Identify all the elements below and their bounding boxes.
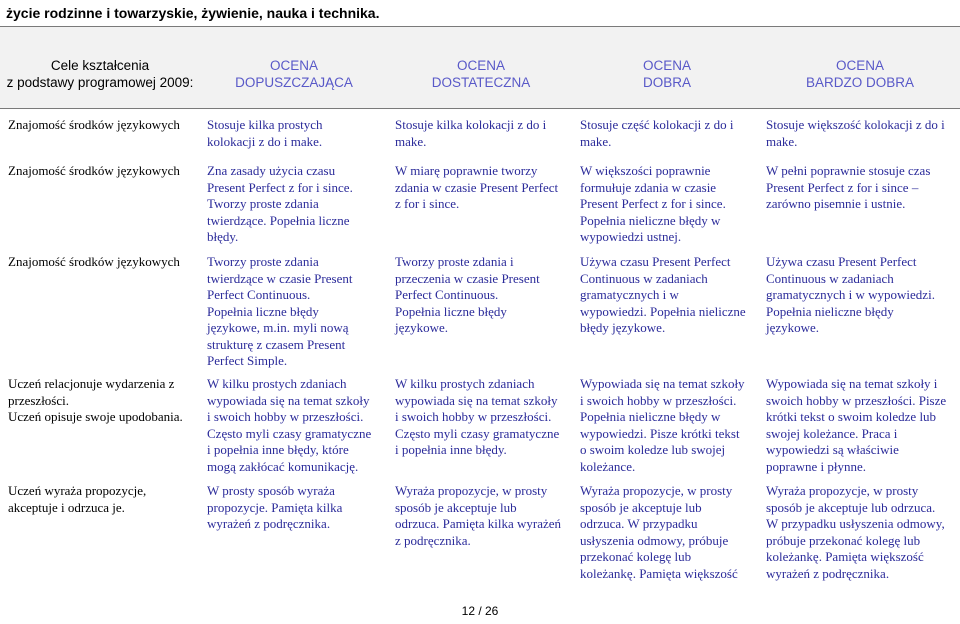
cell-line: odrzuca. W przypadku (580, 516, 698, 531)
cell-line: Perfect Continuous. (207, 287, 311, 302)
header-goals-line2: z podstawy programowej 2009: (6, 75, 194, 90)
cell-line: z for i since. (395, 196, 460, 211)
criteria-cell (766, 117, 956, 150)
cell-line: Perfect Continuous. (395, 287, 499, 302)
cell-line: Wypowiada się na temat szkoły (580, 376, 745, 391)
cell-line: Popełnia nieliczne błędy (766, 303, 894, 319)
cell-line: Wyraża propozycje, w prosty (766, 483, 919, 498)
header-goals (0, 57, 200, 91)
cell-line: wypowiedzi. Pisze krótki tekst (580, 425, 740, 441)
cell-line: kolokacji z do i make. (207, 133, 323, 149)
cell-line: Present Perfect z for i since. (207, 179, 353, 195)
goal-cell (8, 376, 196, 426)
cell-line: przeczenia w czasie Present (395, 270, 540, 286)
header-grade-label: OCENA (642, 58, 691, 73)
cell-line: Stosuje kilka kolokacji z do i (395, 117, 547, 132)
criteria-cell (207, 163, 379, 246)
cell-line: W większości poprawnie (580, 163, 711, 178)
cell-line: Często myli czasy gramatyczne (395, 425, 560, 441)
cell-line: Tworzy proste zdania i (395, 254, 514, 269)
cell-line: Znajomość środków językowych (8, 117, 180, 132)
cell-line: koleżankę. Pamięta większość (580, 565, 738, 581)
cell-line: Popełnia nieliczne błędy w (580, 212, 721, 228)
criteria-cell (580, 376, 750, 475)
cell-line: Perfect Simple. (207, 353, 288, 368)
goal-cell (8, 254, 196, 271)
cell-line: koleżance. (580, 458, 636, 474)
criteria-cell (395, 483, 565, 549)
cell-line: usłyszenia odmowy, próbuje (580, 532, 729, 548)
cell-line: Zna zasady użycia czasu (207, 163, 336, 178)
cell-line: sposób je akceptuje lub (580, 499, 702, 515)
section-banner: życie rodzinne i towarzyskie, żywienie, nauka i technika. (0, 0, 960, 27)
cell-line: strukturę z czasem Present (207, 336, 346, 352)
cell-line: Tworzy proste zdania (207, 196, 319, 211)
cell-line: Uczeń opisuje swoje upodobania. (8, 409, 183, 424)
cell-line: make. (395, 133, 427, 149)
cell-line: odrzuca. Pamięta kilka wyrażeń (395, 516, 562, 531)
cell-line: swoich hobby w przeszłości. Pisze (766, 392, 947, 408)
header-grade-label: OCENA (269, 58, 318, 73)
cell-line: swojej koleżance. Praca i (766, 425, 898, 441)
cell-line: Używa czasu Present Perfect (580, 254, 731, 269)
cell-line: zarówno pisemnie i ustnie. (766, 196, 906, 211)
cell-line: przekonać kolegę lub (580, 549, 692, 564)
table-header (0, 27, 960, 109)
criteria-cell (207, 483, 379, 533)
page-number: 12 / 26 (461, 604, 499, 618)
cell-line: błędy. (207, 229, 239, 244)
criteria-cell (395, 376, 565, 459)
cell-line: W pełni poprawnie stosuje czas (766, 163, 931, 178)
cell-line: Wyraża propozycje, w prosty (580, 483, 733, 498)
cell-line: wypowiedzi są właściwie (766, 442, 899, 457)
cell-line: twierdzące w czasie Present (207, 270, 353, 286)
cell-line: wyrażeń z podręcznika. (766, 565, 890, 581)
header-grade-label: OCENA (835, 58, 884, 73)
cell-line: twierdzące. Popełnia liczne (207, 212, 350, 228)
criteria-cell (395, 254, 565, 337)
goal-cell (8, 163, 196, 180)
cell-line: i swoich hobby w przeszłości. (207, 409, 364, 424)
criteria-cell (766, 483, 956, 582)
criteria-cell (580, 483, 750, 582)
cell-line: Popełnia liczne błędy (395, 303, 507, 319)
cell-line: wypowiada się na temat szkoły (395, 392, 558, 408)
cell-line: wypowiedzi. Popełnia nieliczne (580, 303, 746, 319)
cell-line: wypowiada się na temat szkoły (207, 392, 370, 408)
cell-line: wyrażeń z podręcznika. (207, 516, 331, 531)
cell-line: Popełnia liczne błędy (207, 303, 319, 319)
cell-line: formułuje zdania w czasie (580, 179, 717, 195)
criteria-cell (766, 376, 956, 475)
cell-line: Wyraża propozycje, w prosty (395, 483, 548, 498)
criteria-cell (766, 254, 956, 337)
criteria-cell (580, 163, 750, 246)
header-grade-name: DOBRA (642, 75, 691, 90)
cell-line: z podręcznika. (395, 532, 471, 548)
cell-line: koleżankę. Pamięta większość (766, 549, 924, 564)
criteria-cell (395, 117, 565, 150)
cell-line: Stosuje część kolokacji z do i (580, 117, 734, 132)
cell-line: Stosuje kilka prostych (207, 117, 323, 132)
header-goals-line1: Cele kształcenia (50, 58, 150, 73)
cell-line: językowe. (395, 320, 449, 335)
cell-line: Wypowiada się na temat szkoły i (766, 376, 938, 391)
criteria-cell (207, 376, 379, 475)
cell-line: Present Perfect z for i since. (580, 196, 726, 211)
cell-line: wypowiedzi ustnej. (580, 229, 682, 244)
header-grade-name: DOSTATECZNA (431, 75, 531, 90)
goal-cell (8, 117, 196, 134)
criteria-cell (207, 117, 379, 150)
cell-line: Popełnia nieliczne błędy w (580, 409, 721, 424)
cell-line: make. (580, 133, 612, 149)
criteria-cell (207, 254, 379, 370)
cell-line: gramatycznych i w wypowiedzi. (766, 287, 935, 302)
cell-line: Uczeń wyraża propozycje, (8, 483, 147, 498)
criteria-cell (580, 117, 750, 150)
criteria-cell (580, 254, 750, 337)
cell-line: sposób je akceptuje lub odrzuca. (766, 499, 936, 515)
cell-line: błędy językowe. (580, 320, 666, 335)
cell-line: Continuous w zadaniach (580, 270, 708, 286)
cell-line: zdania w czasie Present Perfect (395, 179, 559, 195)
header-grade-bardzo-dobra (760, 57, 960, 91)
cell-line: W kilku prostych zdaniach (207, 376, 347, 391)
cell-line: Uczeń relacjonuje wydarzenia z (8, 376, 175, 391)
cell-line: gramatycznych i w (580, 287, 679, 302)
cell-line: Używa czasu Present Perfect (766, 254, 917, 269)
cell-line: propozycje. Pamięta kilka (207, 499, 343, 515)
cell-line: językowe. (766, 320, 820, 335)
cell-line: i popełnia inne błędy. (395, 442, 507, 457)
cell-line: sposób je akceptuje lub (395, 499, 517, 515)
cell-line: językowe, m.in. myli nową (207, 320, 349, 335)
cell-line: mogą zakłócać komunikację. (207, 458, 359, 474)
cell-line: krótki tekst o swoim koledze lub (766, 409, 937, 424)
header-grade-dopuszczajaca (200, 57, 388, 91)
cell-line: przeszłości. (8, 392, 70, 408)
cell-line: poprawne i płynne. (766, 458, 867, 474)
cell-line: W miarę poprawnie tworzy (395, 163, 538, 178)
cell-line: Continuous w zadaniach (766, 270, 894, 286)
cell-line: W kilku prostych zdaniach (395, 376, 535, 391)
cell-line: make. (766, 133, 798, 149)
cell-line: Znajomość środków językowych (8, 254, 180, 269)
header-grade-dostateczna (388, 57, 574, 91)
cell-line: o swoim koledze lub swojej (580, 442, 726, 457)
header-grade-label: OCENA (456, 58, 505, 73)
criteria-cell (766, 163, 956, 213)
cell-line: Znajomość środków językowych (8, 163, 180, 178)
cell-line: i swoich hobby w przeszłości. (395, 409, 552, 424)
header-grade-dobra (574, 57, 760, 91)
cell-line: i swoich hobby w przeszłości. (580, 392, 737, 408)
cell-line: W prosty sposób wyraża (207, 483, 335, 498)
header-grade-name: BARDZO DOBRA (805, 75, 914, 90)
goal-cell (8, 483, 196, 516)
cell-line: W przypadku usłyszenia odmowy, (766, 516, 945, 531)
cell-line: Tworzy proste zdania (207, 254, 319, 269)
cell-line: Często myli czasy gramatyczne (207, 425, 372, 441)
cell-line: akceptuje i odrzuca je. (8, 499, 125, 515)
cell-line: Present Perfect z for i since – (766, 179, 919, 195)
criteria-cell (395, 163, 565, 213)
cell-line: i popełnia inne błędy, które (207, 442, 349, 457)
cell-line: próbuje przekonać kolegę lub (766, 532, 921, 548)
cell-line: Stosuje większość kolokacji z do i (766, 117, 945, 132)
header-grade-name: DOPUSZCZAJĄCA (235, 75, 353, 90)
